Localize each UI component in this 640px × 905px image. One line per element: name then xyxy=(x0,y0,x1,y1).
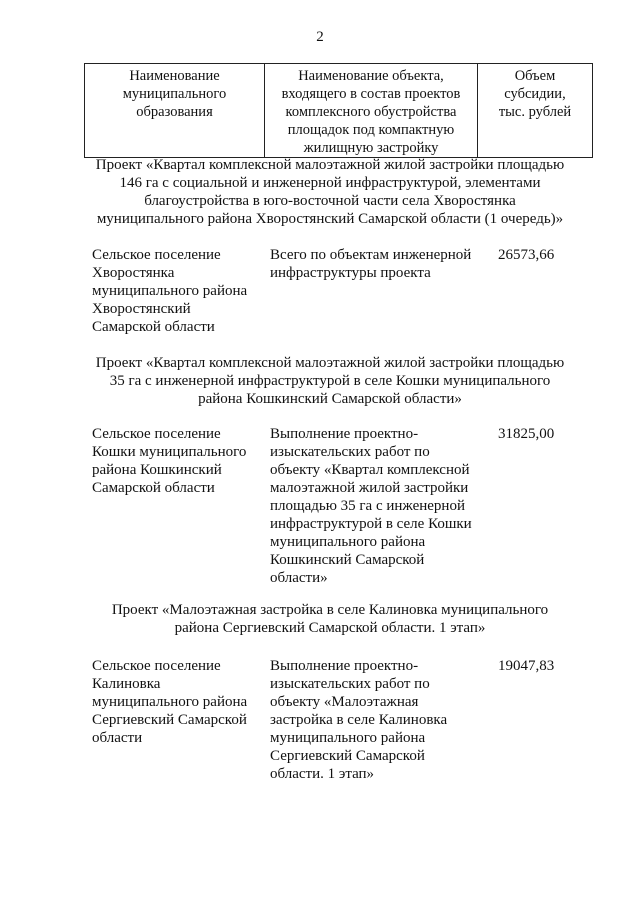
municipality-cell: Сельское поселение Кошки муниципального района Кошкинский Самарской области xyxy=(92,426,247,496)
object-cell: Выполнение проектно- изыскательских работ по объекту «Малоэтажная застройка в селе Калиновка муниципального района Сергиевский Самарской области. 1 этап» xyxy=(270,658,448,782)
project-title-3: Проект «Малоэтажная застройка в селе Калиновка муниципального района Сергиевский Самарской области. 1 этап» xyxy=(111,602,549,636)
subsidy-cell: 19047,83 xyxy=(498,658,555,674)
table-header xyxy=(84,63,593,158)
project-title-2: Проект «Квартал комплексной малоэтажной жилой застройки площадью 35 га с инженерной инфраструктурой в селе Кошки муниципального района Кошкинский Самарской области» xyxy=(95,355,565,407)
header-object: Наименование объекта, входящего в состав проектов комплексного обустройства площадок под компактную жилищную застройку xyxy=(265,64,478,158)
municipality-cell: Сельское поселение Калиновка муниципального района Сергиевский Самарской области xyxy=(92,658,248,746)
municipality-cell: Сельское поселение Хворостянка муниципального района Хворостянский Самарской области xyxy=(92,247,248,335)
object-cell: Всего по объектам инженерной инфраструктуры проекта xyxy=(270,247,472,281)
subsidy-cell: 31825,00 xyxy=(498,426,555,442)
header-municipality: Наименование муниципального образования xyxy=(85,64,265,158)
header-subsidy: Объем субсидии, тыс. рублей xyxy=(478,64,593,158)
project-title-1: Проект «Квартал комплексной малоэтажной жилой застройки площадью 146 га с социальной и инженерной инфраструктурой, элементами благоустройства в юго-восточной части села Хворостянка муниципального района Хворостянский Самарской области (1 очередь)» xyxy=(95,157,565,227)
page-number: 2 xyxy=(316,29,324,45)
object-cell: Выполнение проектно- изыскательских работ по объекту «Квартал комплексной малоэтажной жилой застройки площадью 35 га с инженерной инфраструктурой в селе Кошки муниципального района Кошкинский Самарской области» xyxy=(270,426,472,586)
subsidy-cell: 26573,66 xyxy=(498,247,555,263)
